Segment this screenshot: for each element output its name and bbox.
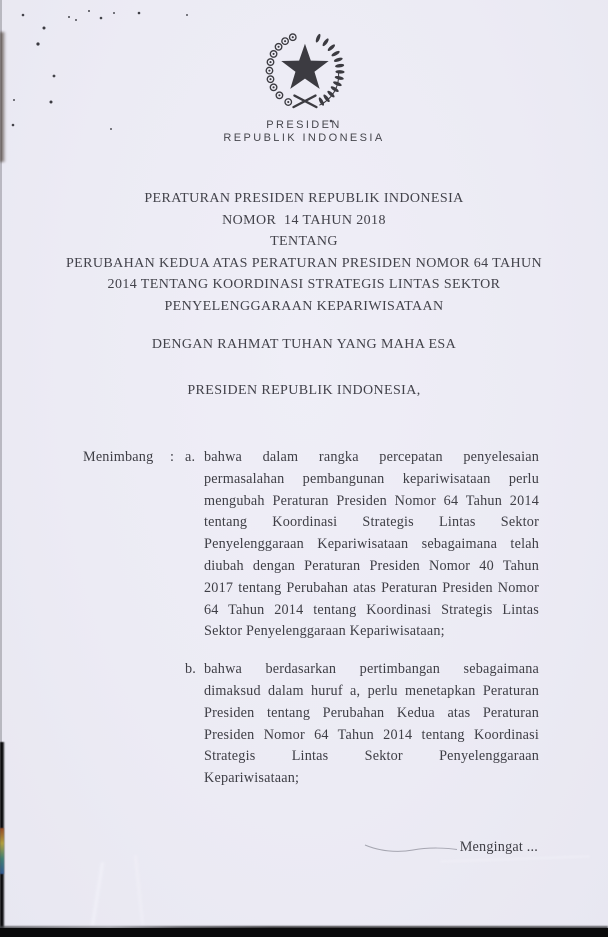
consideration-b-text: bahwa berdasarkan pertimbangan sebagaimana dimaksud dalam huruf a, perlu menetapkan Peraturan Presiden tentang Perubahan Kedua atas Peraturan Presiden Nomor 64 Tahun 2014 tentang Koordinasi Strategis Lintas Sektor Penyelenggaraan Kepariwisataan; — [204, 661, 539, 787]
consideration-a-marker: a. — [185, 449, 196, 465]
considerations-section — [83, 447, 539, 790]
invocation-line: DENGAN RAHMAT TUHAN YANG MAHA ESA — [151, 337, 457, 352]
paper-crease — [440, 855, 590, 862]
pen-scratch-mark — [363, 840, 459, 856]
letterhead-presiden: PRESIDEN — [266, 119, 342, 131]
consideration-b-marker: b. — [185, 661, 197, 678]
presidential-star-wreath-emblem-icon — [256, 32, 352, 115]
dust-specks — [0, 0, 2, 2]
title-line-subject-3: PENYELENGGARAAN KEPARIWISATAAN — [164, 298, 444, 314]
left-edge-color-artifact — [0, 828, 4, 874]
star-icon — [281, 44, 328, 89]
letterhead — [0, 119, 608, 145]
bottom-scan-bar — [0, 928, 608, 937]
document-title — [34, 188, 574, 318]
considerations-label: Menimbang — [83, 449, 154, 465]
title-line-subject-2: 2014 TENTANG KOORDINASI STRATEGIS LINTAS SEKTOR — [107, 277, 501, 293]
paper-crease — [91, 862, 104, 926]
title-line-regulation: PERATURAN PRESIDEN REPUBLIK INDONESIA — [144, 191, 464, 206]
title-line-subject-1: PERUBAHAN KEDUA ATAS PERATURAN PRESIDEN NOMOR 64 TAHUN — [65, 255, 543, 271]
authority-line: PRESIDEN REPUBLIK INDONESIA, — [187, 383, 421, 398]
consideration-a-text: bahwa dalam rangka percepatan penyelesaian permasalahan pembangunan kepariwisataan perlu mengubah Peraturan Presiden Nomor 64 Tahun 2014 tentang Koordinasi Strategis Lintas Sektor Penyelenggaraan Kepariwisataan sebagaimana telah diubah dengan Peraturan Presiden Nomor 40 Tahun 2017 tentang Perubahan atas Peraturan Presiden Nomor 64 Tahun 2014 tentang Koordinasi Strategis Lintas Sektor Penyelenggaraan Kepariwisataan; — [204, 449, 539, 640]
title-line-tentang: TENTANG — [270, 234, 338, 250]
continuation-note: Mengingat ... — [459, 839, 538, 855]
title-line-number: NOMOR 14 TAHUN 2018 — [222, 212, 386, 228]
considerations-colon: : — [170, 449, 175, 465]
letterhead-republik-indonesia: REPUBLIK INDONESIA — [223, 132, 385, 144]
paper-crease — [134, 855, 143, 925]
